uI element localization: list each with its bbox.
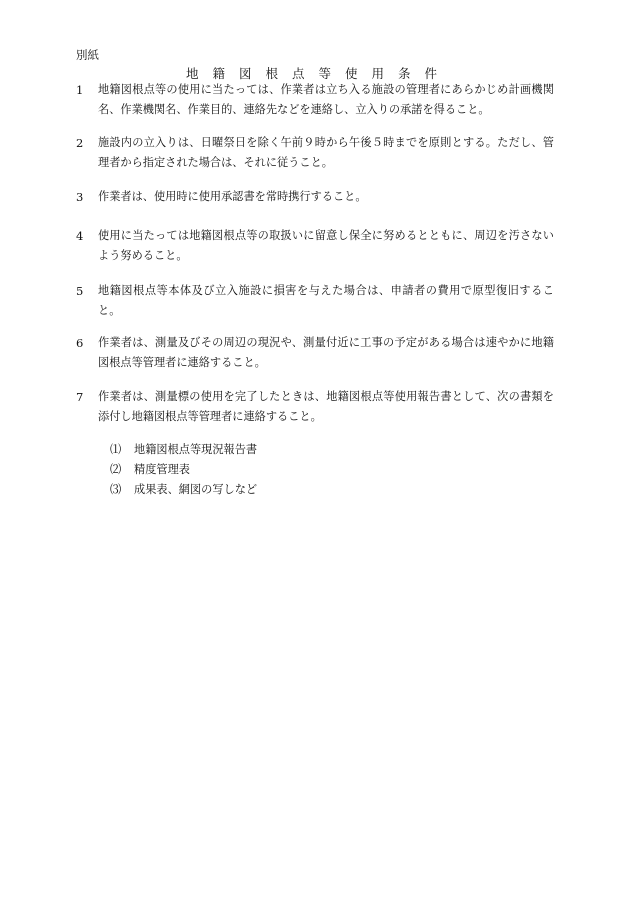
clause-text: 使用に当たっては地籍図根点等の取扱いに留意し保全に努めるとともに、周辺を汚さないよう努めること。 <box>98 229 554 262</box>
clause-text: 作業者は、測量標の使用を完了したときは、地籍図根点等使用報告書として、次の書類を添付し地籍図根点等管理者に連絡すること。 <box>98 390 554 423</box>
list-item <box>110 440 410 460</box>
list-marker: ⑶ <box>110 483 122 496</box>
clause-number: 2 <box>76 136 84 150</box>
clause-text: 作業者は、使用時に使用承認書を常時携行すること。 <box>98 190 367 203</box>
clause-number: 4 <box>76 229 84 243</box>
list-item <box>110 480 410 500</box>
clause-number: 6 <box>76 336 84 350</box>
clause-text: 地籍図根点等の使用に当たっては、作業者は立ち入る施設の管理者にあらかじめ計画機関名、作業機関名、作業目的、連絡先などを連絡し、立入りの承諾を得ること。 <box>98 83 554 116</box>
clause-text: 施設内の立入りは、日曜祭日を除く午前９時から午後５時までを原則とする。ただし、管理者から指定された場合は、それに従うこと。 <box>98 136 554 169</box>
page-title: 地籍図根点等使用条件 <box>186 66 452 81</box>
list-item-text: 精度管理表 <box>134 463 190 476</box>
attached-documents-list <box>110 440 410 500</box>
clause-number: 3 <box>76 190 84 204</box>
clause-text: 作業者は、測量及びその周辺の現況や、測量付近に工事の予定がある場合は速やかに地籍図根点等管理者に連絡すること。 <box>98 336 554 369</box>
clause-number: 5 <box>76 284 84 298</box>
list-marker: ⑴ <box>110 443 122 456</box>
list-item <box>110 460 410 480</box>
attachment-label: 別紙 <box>76 48 99 62</box>
clause-number: 7 <box>76 390 84 404</box>
clause-text: 地籍図根点等本体及び立入施設に損害を与えた場合は、申請者の費用で原型復旧すること。 <box>98 284 554 317</box>
list-marker: ⑵ <box>110 463 122 476</box>
list-item-text: 地籍図根点等現況報告書 <box>134 443 258 456</box>
clause-number: 1 <box>76 83 84 97</box>
list-item-text: 成果表、網図の写しなど <box>134 483 258 496</box>
